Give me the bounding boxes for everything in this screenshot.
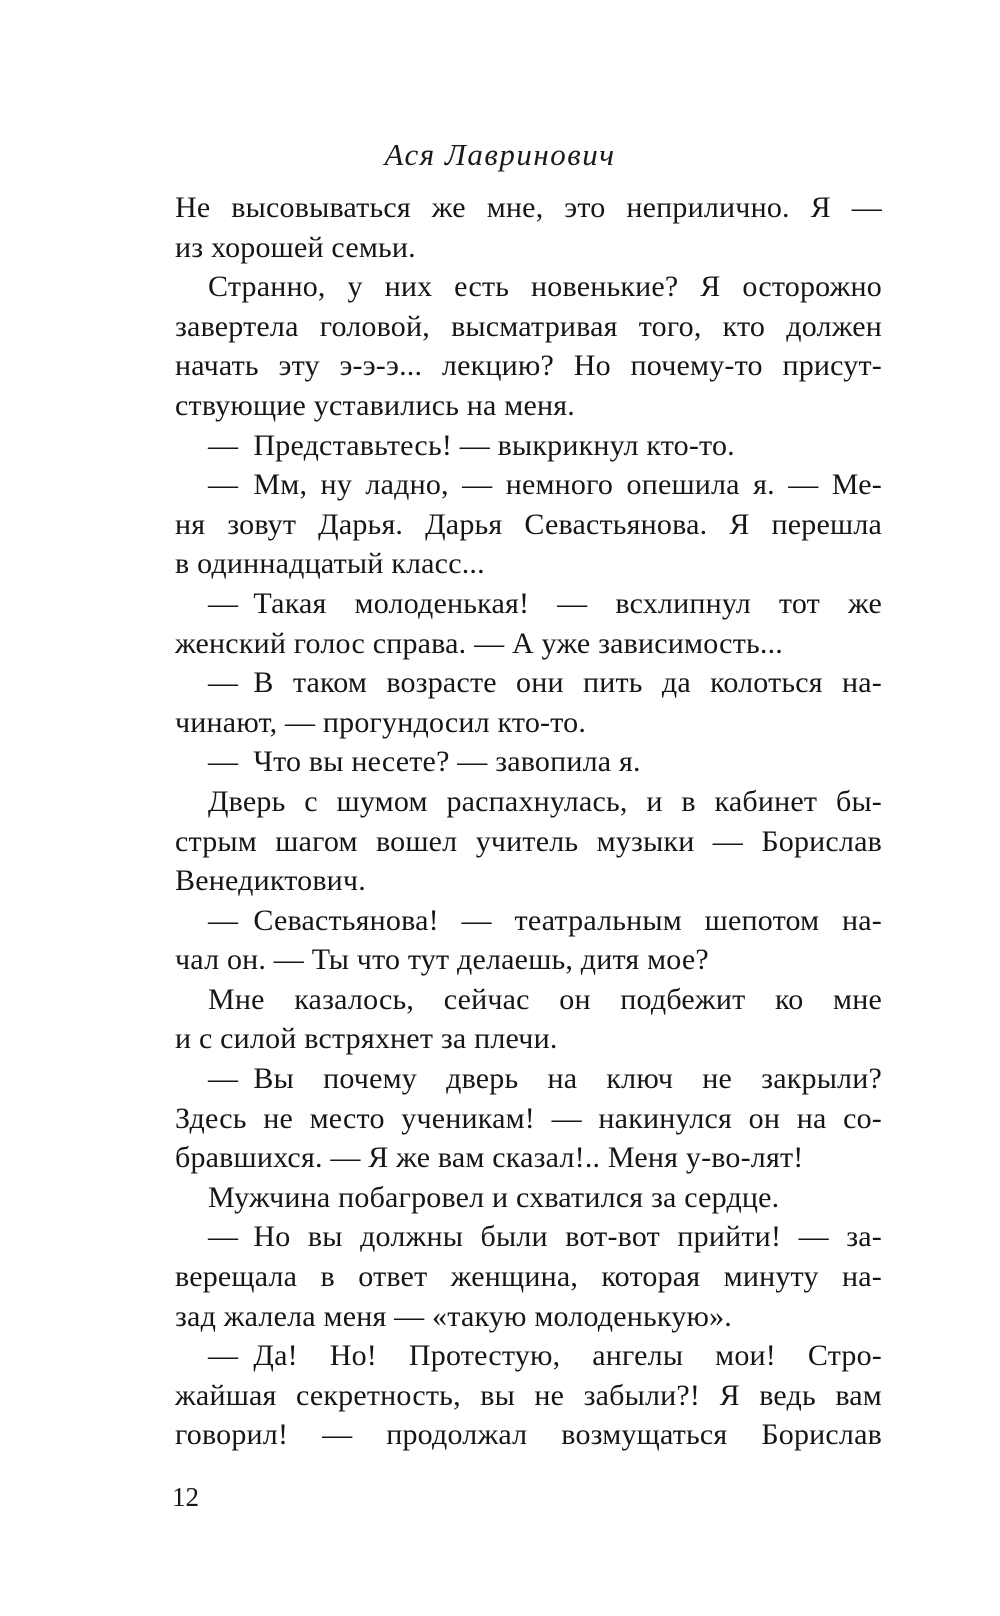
text-line: жайшая секретность, вы не забыли?! Я ведь вам: [175, 1378, 882, 1412]
text-line: — Что вы несете? — завопила я.: [208, 745, 641, 779]
text-line: ствующие уставились на меня.: [175, 388, 575, 422]
text-line: верещала в ответ женщина, которая минуту на-: [175, 1260, 882, 1294]
text-line: Здесь не место ученикам! — накинулся он на со-: [175, 1101, 882, 1135]
text-line: Дверь с шумом распахнулась, и в кабинет бы-: [208, 784, 882, 818]
paragraph: [175, 1336, 882, 1455]
text-line: Странно, у них есть новенькие? Я осторожно: [208, 270, 882, 304]
text-line: начать эту э-э-э... лекцию? Но почему-то присут-: [175, 349, 882, 383]
page-number: 12: [172, 1482, 199, 1512]
body-text: [175, 188, 882, 1455]
text-line: и с силой встряхнет за плечи.: [175, 1022, 558, 1056]
paragraph: [175, 584, 882, 663]
text-line: Мужчина побагровел и схватился за сердце.: [208, 1180, 780, 1214]
text-line: — Мм, ну ладно, — немного опешила я. — Ме-: [208, 468, 882, 502]
paragraph: [175, 901, 882, 980]
text-line: чал он. — Ты что тут делаешь, дитя мое?: [175, 943, 709, 977]
text-line: — Но вы должны были вот-вот прийти! — за-: [208, 1220, 882, 1254]
text-line: зад жалела меня — «такую молоденькую».: [175, 1299, 732, 1333]
text-line: чинают, — прогундосил кто-то.: [175, 705, 587, 739]
text-line: — Вы почему дверь на ключ не закрыли?: [208, 1062, 882, 1096]
paragraph: [175, 1178, 882, 1218]
text-line: Мне казалось, сейчас он подбежит ко мне: [208, 982, 882, 1016]
paragraph: [175, 426, 882, 466]
text-line: Не высовываться же мне, это неприлично. Я —: [175, 191, 882, 224]
text-line: — Севастьянова! — театральным шепотом на-: [208, 903, 882, 937]
paragraph: [175, 1059, 882, 1178]
text-line: Венедиктович.: [175, 864, 366, 898]
text-line: — В таком возрасте они пить да колоться на-: [208, 666, 882, 700]
text-line: ня зовут Дарья. Дарья Севастьянова. Я перешла: [175, 507, 882, 541]
paragraph: [175, 980, 882, 1059]
text-line: бравшихся. — Я же вам сказал!.. Меня у-во-лят!: [175, 1141, 804, 1175]
text-line: женский голос справа. — А уже зависимость...: [175, 626, 783, 660]
text-line: говорил! — продолжал возмущаться Борислав: [175, 1418, 882, 1452]
paragraph: [175, 1217, 882, 1336]
paragraph: [175, 782, 882, 901]
running-header-author: Ася Лавринович: [384, 137, 616, 172]
text-line: — Представьтесь! — выкрикнул кто-то.: [208, 428, 735, 462]
paragraph: [175, 663, 882, 742]
text-line: — Такая молоденькая! — всхлипнул тот же: [208, 586, 882, 620]
text-line: стрым шагом вошел учитель музыки — Борислав: [175, 824, 882, 858]
text-line: — Да! Но! Протестую, ангелы мои! Стро-: [208, 1339, 882, 1373]
paragraph: [175, 742, 882, 782]
text-line: завертела головой, высматривая того, кто должен: [175, 309, 882, 343]
paragraph: [175, 188, 882, 267]
paragraph: [175, 267, 882, 425]
paragraph: [175, 465, 882, 584]
text-line: в одиннадцатый класс...: [175, 547, 485, 581]
text-line: из хорошей семьи.: [175, 230, 416, 264]
